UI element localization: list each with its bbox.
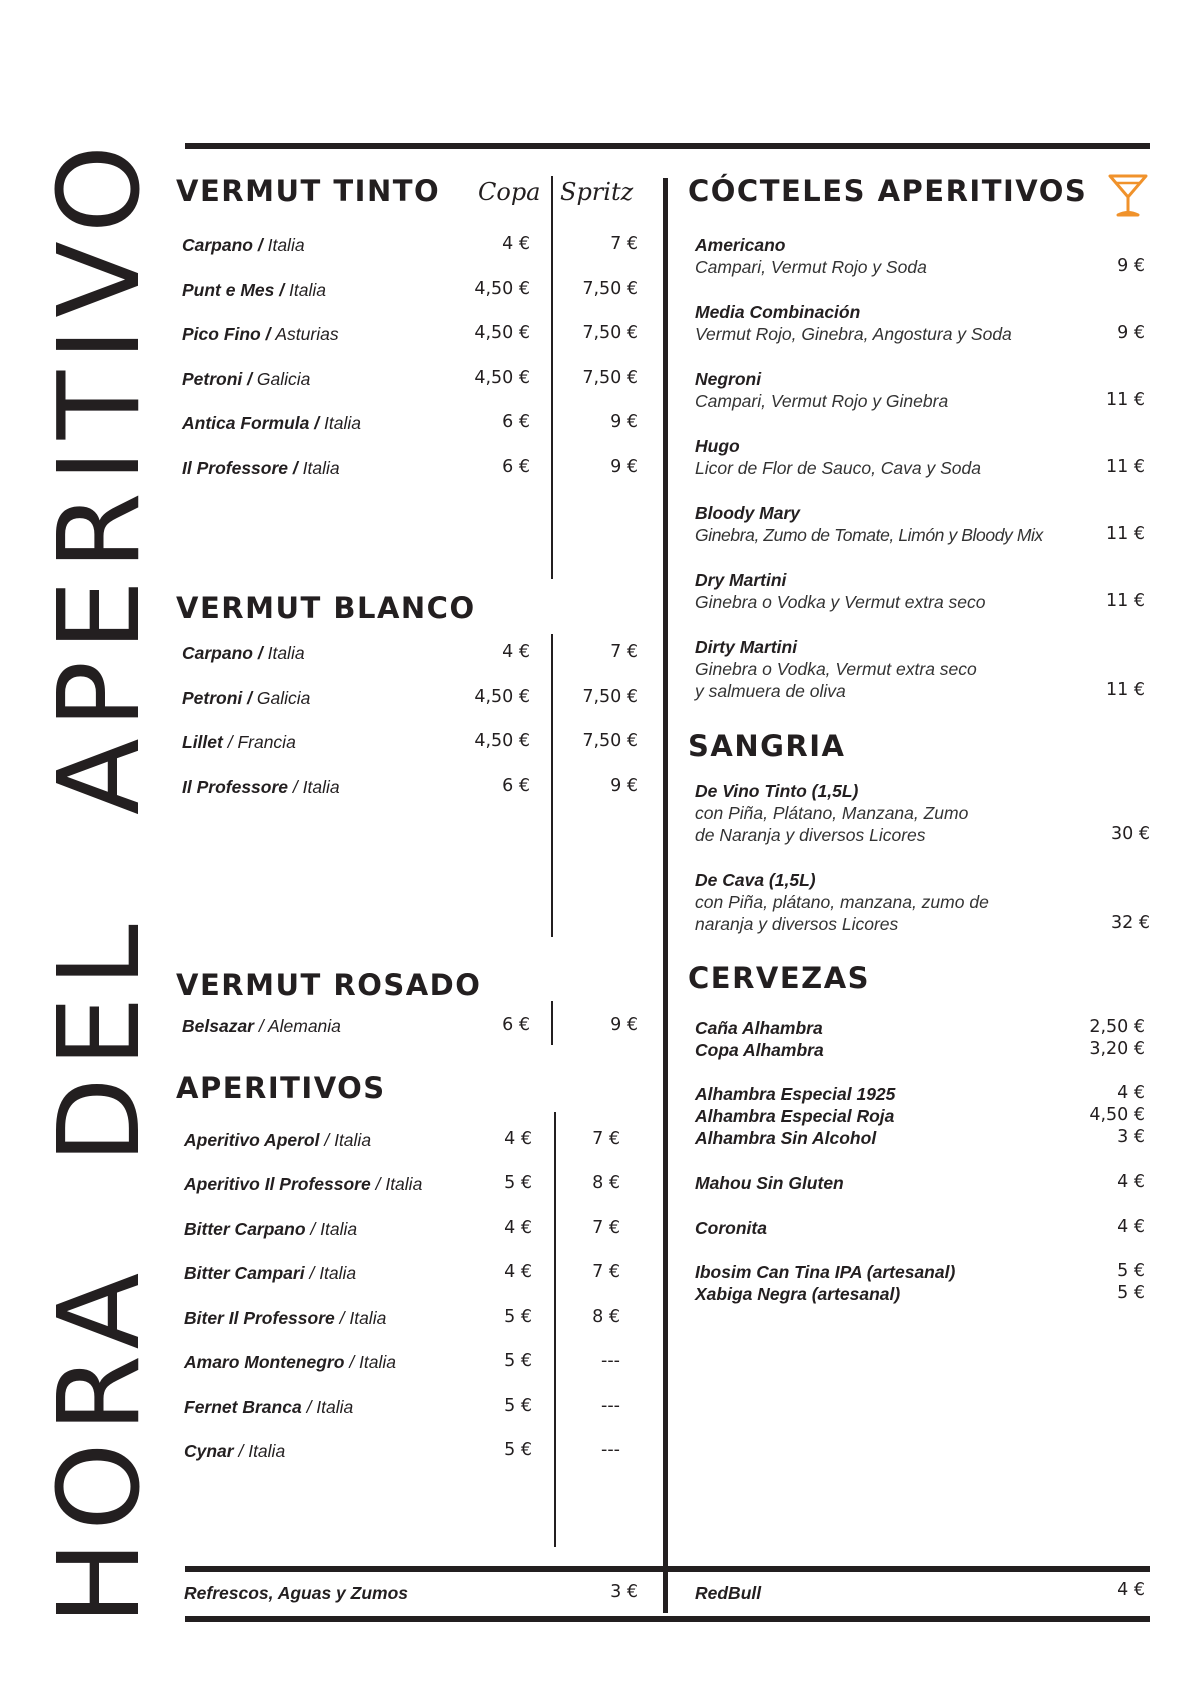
cocktail-item: Dry Martini Ginebra o Vodka y Vermut extra seco [695,570,986,612]
copa-price: 5 € [504,1440,532,1460]
beer-item: Xabiga Negra (artesanal) [695,1284,901,1304]
menu-row: Cynar / Italia [184,1441,286,1461]
column-head-spritz: Spritz [560,178,634,206]
beer-item: Copa Alhambra [695,1040,824,1060]
footer-price-refrescos: 3 € [610,1582,638,1602]
menu-row: Aperitivo Aperol / Italia [184,1130,372,1150]
cocktail-price: 11 € [1106,390,1145,410]
beer-price: 4,50 € [1089,1105,1145,1125]
beer-item: Mahou Sin Gluten [695,1173,844,1193]
spritz-price: --- [601,1396,620,1416]
copa-spritz-divider [554,1112,556,1547]
cocktail-glass-icon [1107,173,1149,219]
spritz-price: 8 € [592,1173,620,1193]
menu-row: Fernet Branca / Italia [184,1397,354,1417]
beer-item: Alhambra Especial Roja [695,1106,895,1126]
top-rule [185,143,1150,149]
beer-item: Alhambra Sin Alcohol [695,1128,877,1148]
section-title-aperitivos: APERITIVOS [176,1071,386,1105]
beer-item: Alhambra Especial 1925 [695,1084,896,1104]
cocktail-price: 11 € [1106,457,1145,477]
center-divider [663,178,668,1613]
copa-price: 6 € [502,457,530,477]
copa-price: 4 € [504,1218,532,1238]
copa-price: 6 € [502,776,530,796]
spritz-price: 7 € [592,1218,620,1238]
copa-price: 4,50 € [474,731,530,751]
copa-price: 6 € [502,412,530,432]
menu-row: Carpano / Italia [182,235,305,255]
copa-spritz-divider [551,634,553,937]
beer-item: Caña Alhambra [695,1018,823,1038]
spritz-price: 9 € [610,776,638,796]
spritz-price: 9 € [610,1015,638,1035]
menu-row: Il Professore / Italia [182,458,340,478]
beer-item: Coronita [695,1218,767,1238]
cocktail-item: Dirty Martini Ginebra o Vodka, Vermut extra seco y salmuera de oliva [695,637,977,701]
spritz-price: --- [601,1351,620,1371]
menu-row: Antica Formula / Italia [182,413,361,433]
section-title-sangria: SANGRIA [688,729,846,763]
copa-spritz-divider [551,176,553,579]
spritz-price: 7,50 € [582,687,638,707]
vertical-title: HORA DEL APERITIVO [35,135,165,1625]
beer-price: 3,20 € [1089,1039,1145,1059]
copa-price: 5 € [504,1307,532,1327]
copa-price: 4,50 € [474,323,530,343]
menu-row: Biter Il Professore / Italia [184,1308,387,1328]
cocktail-item: Hugo Licor de Flor de Sauco, Cava y Soda [695,436,981,478]
menu-row: Aperitivo Il Professore / Italia [184,1174,423,1194]
footer-item-redbull: RedBull [695,1583,762,1603]
spritz-price: 8 € [592,1307,620,1327]
copa-price: 4,50 € [474,368,530,388]
copa-price: 4,50 € [474,687,530,707]
copa-price: 5 € [504,1396,532,1416]
section-title-cocteles: CÓCTELES APERITIVOS [688,174,1088,208]
menu-row: Bitter Carpano / Italia [184,1219,358,1239]
spritz-price: --- [601,1440,620,1460]
copa-price: 5 € [504,1351,532,1371]
menu-row: Lillet / Francia [182,732,296,752]
beer-price: 5 € [1117,1283,1145,1303]
copa-price: 4 € [502,642,530,662]
menu-row: Belsazar / Alemania [182,1016,341,1036]
cocktail-price: 11 € [1106,591,1145,611]
copa-price: 4 € [502,234,530,254]
footer-price-redbull: 4 € [1117,1580,1145,1600]
menu-row: Petroni / Galicia [182,369,311,389]
section-title-vermut-rosado: VERMUT ROSADO [176,968,482,1002]
section-title-cervezas: CERVEZAS [688,961,871,995]
sangria-item: De Vino Tinto (1,5L) con Piña, Plátano, Manzana, Zumo de Naranja y diversos Licores [695,781,969,845]
copa-price: 4,50 € [474,279,530,299]
spritz-price: 9 € [610,457,638,477]
cocktail-item: Bloody Mary Ginebra, Zumo de Tomate, Limón y Bloody Mix [695,503,1043,545]
section-title-vermut-blanco: VERMUT BLANCO [176,591,476,625]
menu-row: Punt e Mes / Italia [182,280,326,300]
spritz-price: 7 € [610,234,638,254]
beer-price: 3 € [1117,1127,1145,1147]
copa-price: 5 € [504,1173,532,1193]
cocktail-price: 9 € [1117,256,1145,276]
footer-top-rule [185,1566,1150,1572]
sangria-price: 30 € [1111,824,1150,844]
menu-row: Il Professore / Italia [182,777,340,797]
menu-row: Carpano / Italia [182,643,305,663]
spritz-price: 7,50 € [582,368,638,388]
beer-price: 4 € [1117,1083,1145,1103]
copa-price: 4 € [504,1262,532,1282]
cocktail-item: Negroni Campari, Vermut Rojo y Ginebra [695,369,949,411]
cocktail-price: 9 € [1117,323,1145,343]
sangria-item: De Cava (1,5L) con Piña, plátano, manzana, zumo de naranja y diversos Licores [695,870,989,934]
beer-price: 4 € [1117,1172,1145,1192]
spritz-price: 7,50 € [582,323,638,343]
footer-item-refrescos: Refrescos, Aguas y Zumos [184,1583,409,1603]
footer-bottom-rule [185,1616,1150,1622]
spritz-price: 7,50 € [582,731,638,751]
spritz-price: 7 € [610,642,638,662]
cocktail-price: 11 € [1106,524,1145,544]
section-title-vermut-tinto: VERMUT TINTO [176,174,441,208]
cocktail-item: Americano Campari, Vermut Rojo y Soda [695,235,927,277]
beer-price: 2,50 € [1089,1017,1145,1037]
menu-row: Amaro Montenegro / Italia [184,1352,397,1372]
menu-row: Bitter Campari / Italia [184,1263,357,1283]
beer-item: Ibosim Can Tina IPA (artesanal) [695,1262,956,1282]
beer-price: 4 € [1117,1217,1145,1237]
beer-price: 5 € [1117,1261,1145,1281]
column-head-copa: Copa [478,178,541,206]
menu-row: Petroni / Galicia [182,688,311,708]
spritz-price: 7 € [592,1129,620,1149]
cocktail-item: Media Combinación Vermut Rojo, Ginebra, Angostura y Soda [695,302,1012,344]
spritz-price: 7 € [592,1262,620,1282]
spritz-price: 7,50 € [582,279,638,299]
cocktail-price: 11 € [1106,680,1145,700]
menu-row: Pico Fino / Asturias [182,324,339,344]
copa-spritz-divider [551,1001,553,1045]
copa-price: 4 € [504,1129,532,1149]
sangria-price: 32 € [1111,913,1150,933]
spritz-price: 9 € [610,412,638,432]
copa-price: 6 € [502,1015,530,1035]
